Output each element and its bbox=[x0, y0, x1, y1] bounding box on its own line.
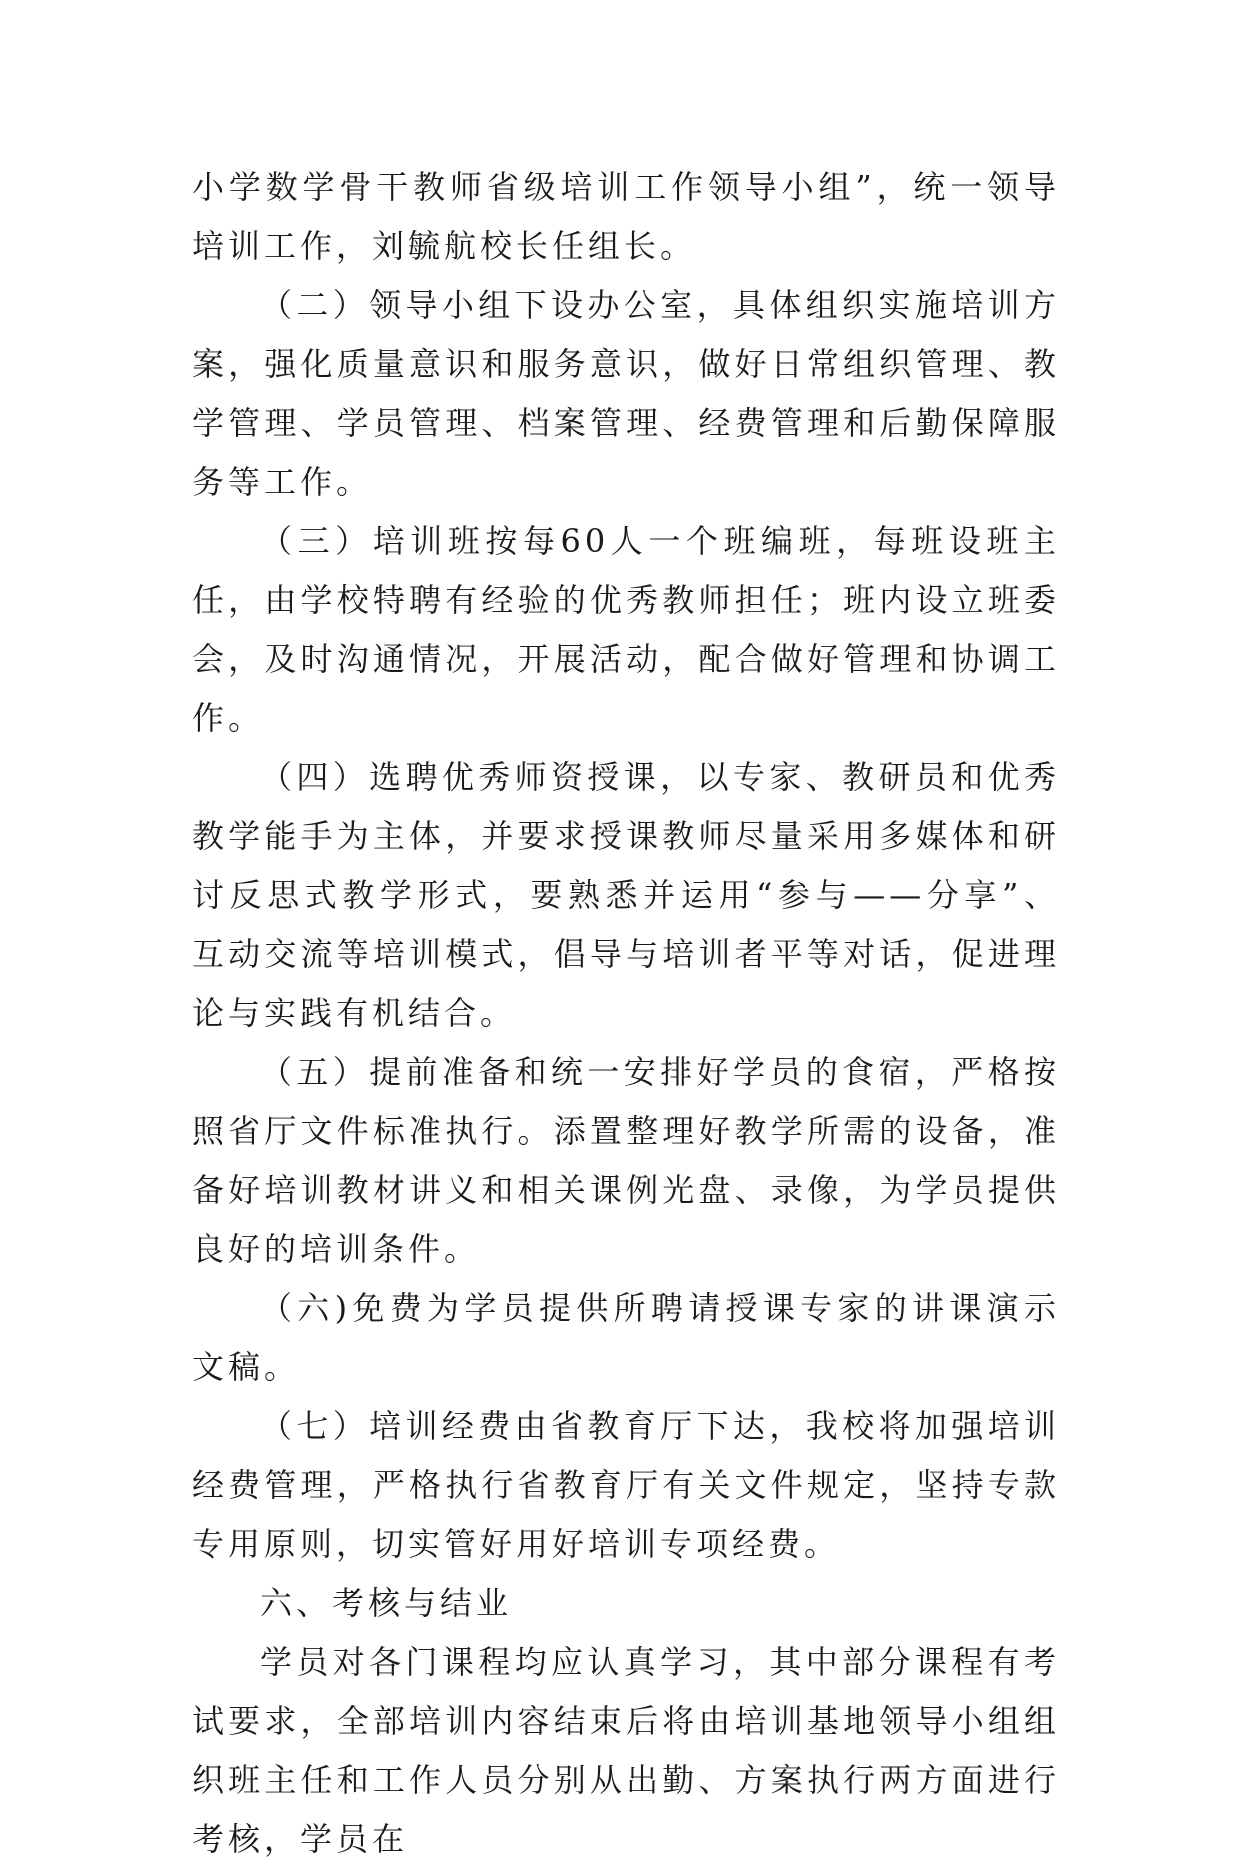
paragraph-item-7: （七）培训经费由省教育厅下达，我校将加强培训经费管理，严格执行省教育厅有关文件规定，坚持专款专用原则，切实管好用好培训专项经费。 bbox=[192, 1407, 1060, 1563]
paragraph-item-3: （三）培训班按每60人一个班编班，每班设班主任，由学校特聘有经验的优秀教师担任；班内设立班委会，及时沟通情况，开展活动，配合做好管理和协调工作。 bbox=[192, 522, 1060, 737]
paragraph-item-5: （五）提前准备和统一安排好学员的食宿，严格按照省厅文件标准执行。添置整理好教学所需的设备，准备好培训教材讲义和相关课例光盘、录像，为学员提供良好的培训条件。 bbox=[192, 1053, 1060, 1268]
document-body bbox=[192, 158, 1060, 1869]
paragraph-item-2: （二）领导小组下设办公室，具体组织实施培训方案，强化质量意识和服务意识，做好日常组织管理、教学管理、学员管理、档案管理、经费管理和后勤保障服务等工作。 bbox=[192, 286, 1060, 501]
paragraph-item-4: （四）选聘优秀师资授课，以专家、教研员和优秀教学能手为主体，并要求授课教师尽量采用多媒体和研讨反思式教学形式，要熟悉并运用“参与——分享”、互动交流等培训模式，倡导与培训者平等对话，促进理论与实践有机结合。 bbox=[192, 758, 1060, 1032]
section-heading-assessment: 六、考核与结业 bbox=[260, 1584, 513, 1622]
paragraph-item-6: （六)免费为学员提供所聘请授课专家的讲课演示文稿。 bbox=[192, 1289, 1060, 1386]
paragraph-assessment: 学员对各门课程均应认真学习，其中部分课程有考试要求，全部培训内容结束后将由培训基地领导小组组织班主任和工作人员分别从出勤、方案执行两方面进行考核，学员在 bbox=[192, 1643, 1060, 1858]
paragraph-continuation: 小学数学骨干教师省级培训工作领导小组”，统一领导培训工作，刘毓航校长任组长。 bbox=[192, 168, 1060, 265]
